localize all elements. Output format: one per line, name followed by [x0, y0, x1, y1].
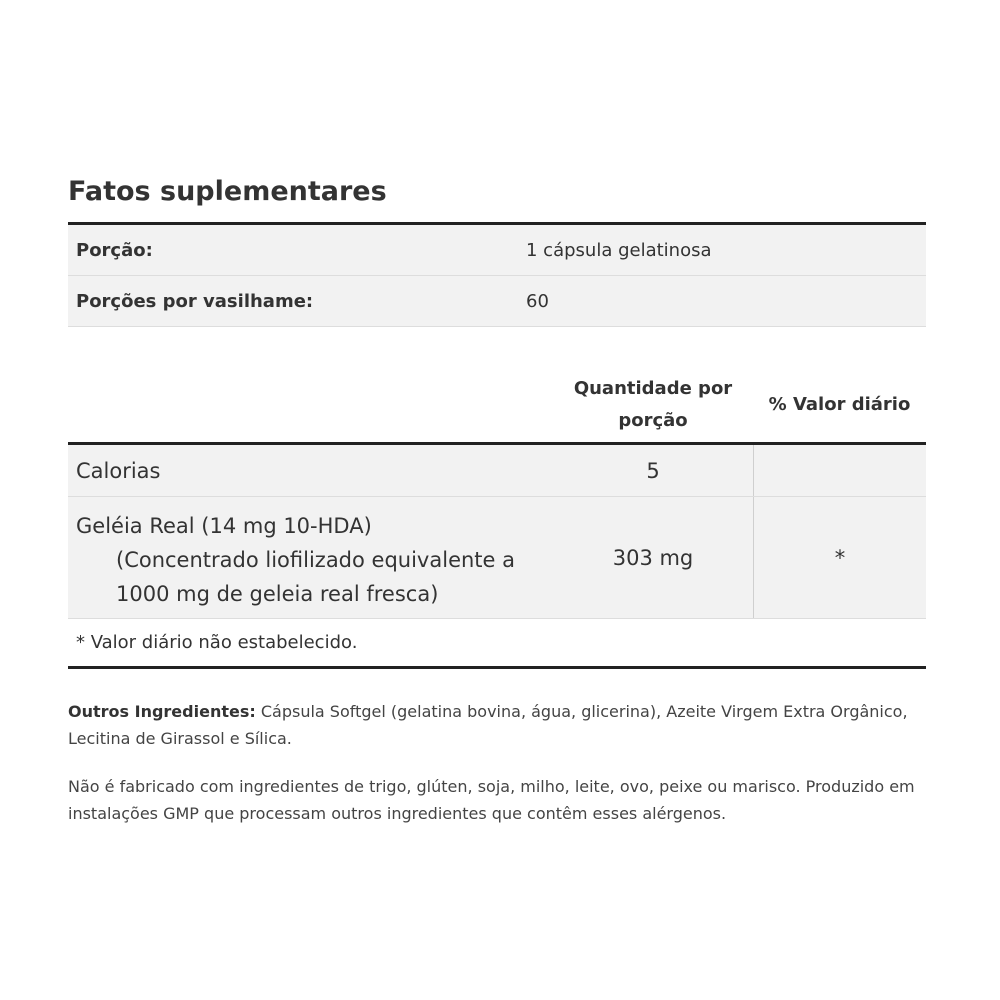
other-ingredients — [68, 698, 928, 752]
panel-title: Fatos suplementares — [68, 176, 387, 207]
servings-per-container-value: 60 — [526, 290, 549, 312]
daily-value-header: % Valor diário — [768, 394, 911, 415]
serving-size-label: Porção: — [76, 239, 153, 261]
nutrient-daily-value: * — [753, 497, 926, 618]
servings-per-container-label: Porções por vasilhame: — [76, 290, 314, 312]
nutrient-amount: 303 mg — [612, 545, 694, 570]
nutrient-name-main: Geléia Real (14 mg 10-HDA) — [76, 514, 372, 538]
allergen-note: Não é fabricado com ingredientes de trigo, glúten, soja, milho, leite, ovo, peixe ou marisco. Produzido em instalações GMP que processam outros ingredientes que contêm esses alérgenos. — [68, 777, 915, 823]
daily-value-footnote: * Valor diário não estabelecido. — [68, 619, 926, 669]
nutrient-daily-value — [753, 445, 926, 496]
amount-per-serving-header: Quantidade por porção — [573, 377, 733, 431]
serving-size-row — [68, 225, 926, 276]
nutrient-description-line-1: (Concentrado liofilizado equivalente a — [116, 548, 515, 572]
nutrient-row-calories — [68, 445, 926, 497]
servings-per-container-row — [68, 276, 926, 327]
supplement-facts-panel — [68, 172, 926, 669]
nutrient-name: Calorias — [76, 458, 161, 483]
nutrient-name — [68, 497, 553, 618]
serving-size-value: 1 cápsula gelatinosa — [526, 239, 712, 261]
nutrient-description-line-2: 1000 mg de geleia real fresca) — [116, 582, 439, 606]
column-headers — [68, 367, 926, 442]
nutrient-amount: 5 — [646, 458, 660, 483]
other-ingredients-text: Cápsula Softgel (gelatina bovina, água, glicerina), Azeite Virgem Extra Orgânico, Lecitina de Girassol e Sílica. — [68, 702, 908, 748]
other-ingredients-label: Outros Ingredientes: — [68, 702, 256, 721]
nutrient-row-royal-jelly — [68, 497, 926, 619]
